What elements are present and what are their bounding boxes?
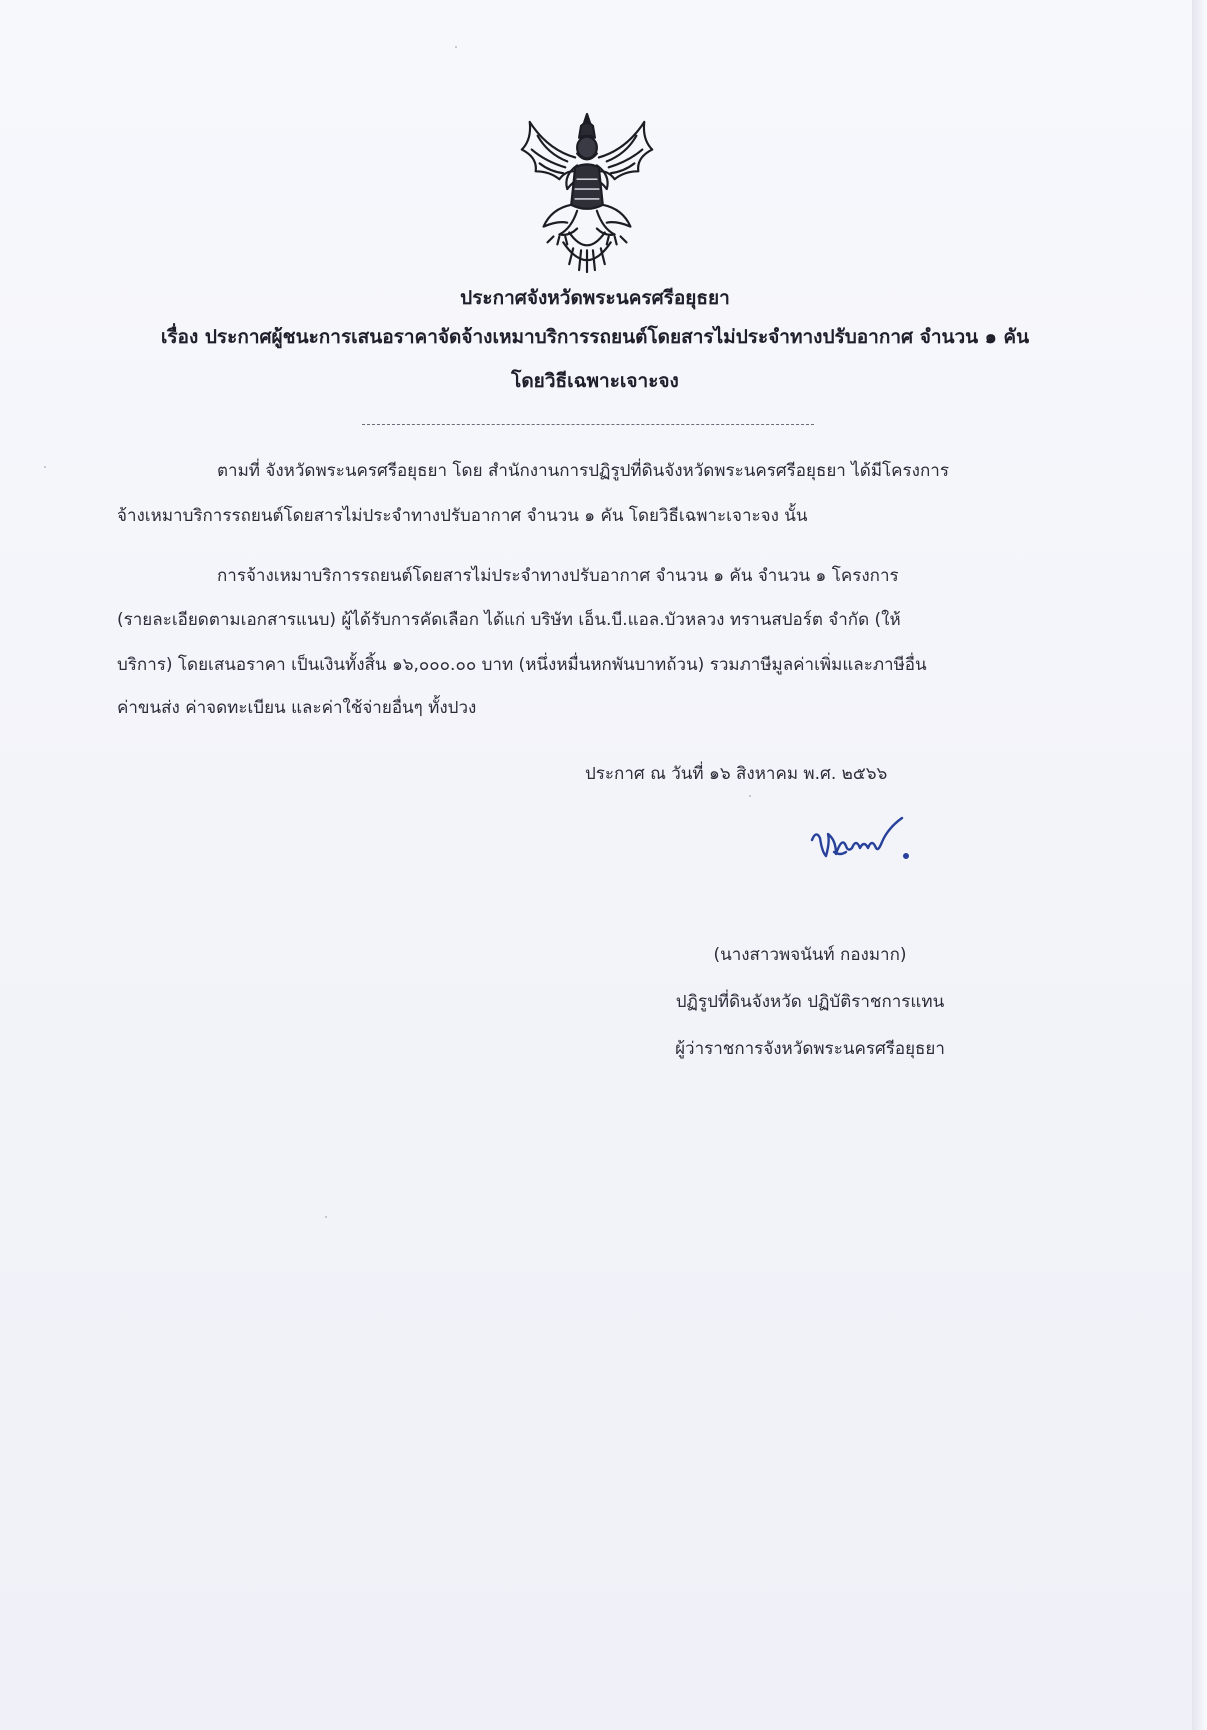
paragraph-2-line-2: (รายละเอียดตามเอกสารแนบ) ผู้ได้รับการคัดเลือก ได้แก่ บริษัท เอ็น.บี.แอล.บัวหลวง ทรานสปอร์ต จำกัด (ให้ [117, 610, 901, 630]
handwritten-signature [806, 812, 916, 872]
scan-speck [44, 466, 46, 468]
page-edge-shadow [1192, 0, 1207, 1730]
scan-speck [749, 795, 751, 797]
signatory-position-2: ผู้ว่าราชการจังหวัดพระนครศรีอยุธยา [675, 1039, 945, 1059]
scan-speck [325, 1216, 327, 1218]
paragraph-2-line-1: การจ้างเหมาบริการรถยนต์โดยสารไม่ประจำทางปรับอากาศ จำนวน ๑ คัน จำนวน ๑ โครงการ [217, 566, 899, 586]
signatory-position-1: ปฏิรูปที่ดินจังหวัด ปฏิบัติราชการแทน [675, 992, 945, 1012]
procurement-method: โดยวิธีเฉพาะเจาะจง [511, 370, 679, 392]
announcement-subject: เรื่อง ประกาศผู้ชนะการเสนอราคาจัดจ้างเหมาบริการรถยนต์โดยสารไม่ประจำทางปรับอากาศ จำนวน ๑ คัน [160, 326, 1030, 348]
paragraph-2-line-4: ค่าขนส่ง ค่าจดทะเบียน และค่าใช้จ่ายอื่นๆ ทั้งปวง [117, 698, 477, 718]
garuda-emblem-icon [508, 110, 666, 278]
header-divider [362, 424, 814, 425]
scan-speck [455, 46, 457, 48]
paragraph-1-line-2: จ้างเหมาบริการรถยนต์โดยสารไม่ประจำทางปรับอากาศ จำนวน ๑ คัน โดยวิธีเฉพาะเจาะจง นั้น [117, 506, 808, 526]
announcement-date: ประกาศ ณ วันที่ ๑๖ สิงหาคม พ.ศ. ๒๕๖๖ [585, 764, 888, 784]
signatory-name: (นางสาวพจนันท์ กองมาก) [713, 945, 907, 965]
paragraph-2-line-3: บริการ) โดยเสนอราคา เป็นเงินทั้งสิ้น ๑๖,๐๐๐.๐๐ บาท (หนึ่งหมื่นหกพันบาทถ้วน) รวมภาษีมูลค่าเพิ่มและภาษีอื่น [117, 655, 927, 675]
paragraph-1-line-1: ตามที่ จังหวัดพระนครศรีอยุธยา โดย สำนักงานการปฏิรูปที่ดินจังหวัดพระนครศรีอยุธยา ได้มีโครงการ [217, 461, 949, 481]
announcement-title: ประกาศจังหวัดพระนครศรีอยุธยา [460, 287, 730, 309]
